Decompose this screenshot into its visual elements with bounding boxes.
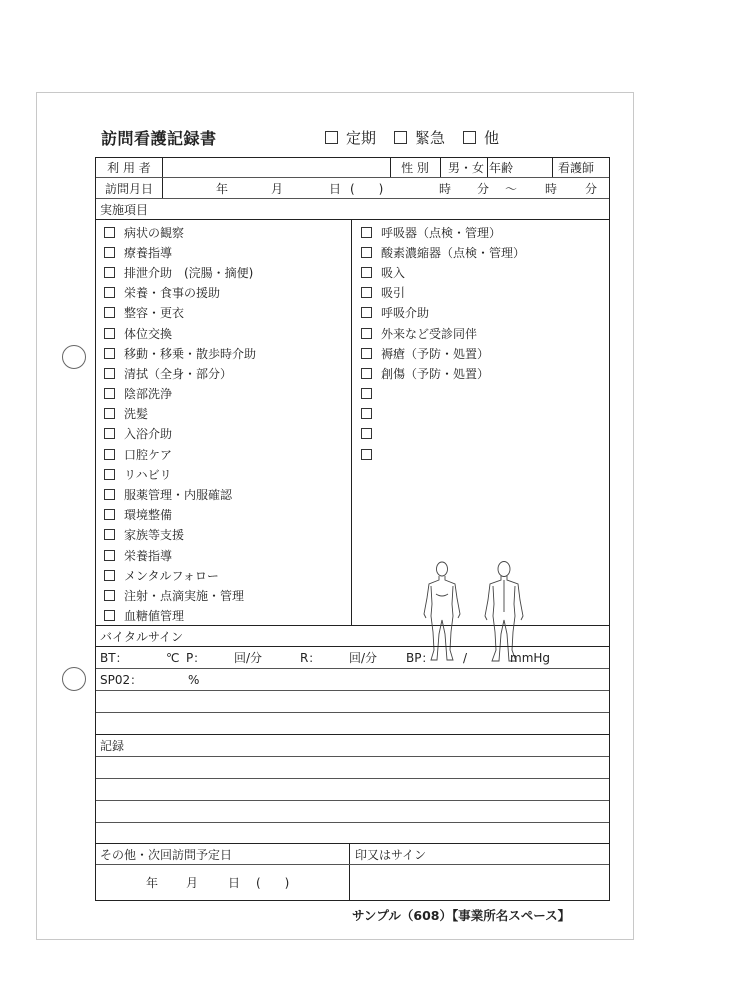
checkbox-icon[interactable]: [361, 348, 372, 359]
nurse-label: 看護師: [558, 161, 595, 175]
vitals-row-2: [96, 669, 609, 691]
checkbox-icon[interactable]: [394, 131, 407, 144]
items-label: 実施項目: [100, 202, 149, 217]
resp-label: R：: [300, 651, 321, 665]
visit-weekday: ( ): [350, 181, 384, 196]
bp-label: BP：: [406, 651, 434, 665]
checkbox-icon[interactable]: [104, 570, 115, 581]
pulse-label: P：: [186, 651, 206, 665]
checkbox-icon[interactable]: [361, 247, 372, 258]
other-header-row: [96, 844, 609, 865]
checklist-item[interactable]: [104, 384, 256, 404]
checklist-item[interactable]: [104, 262, 256, 282]
visit-date-label: 訪問月日: [104, 181, 153, 196]
checkbox-icon[interactable]: [361, 428, 372, 439]
tilde-separator: 〜: [505, 181, 518, 196]
sex-options[interactable]: 男・女: [447, 161, 484, 175]
visit-date-row: [96, 178, 609, 199]
checkbox-icon[interactable]: [361, 328, 372, 339]
checkbox-icon[interactable]: [361, 307, 372, 318]
items-header-row: [96, 199, 609, 220]
checklist-item[interactable]: [361, 323, 525, 343]
checklist-item-label: 栄養・食事の援助: [124, 286, 221, 301]
checklist-item[interactable]: [104, 242, 256, 262]
vitals-row-1: [96, 647, 609, 669]
other-label: その他・次回訪問予定日: [100, 847, 233, 862]
visit-minute-start: 分: [477, 181, 490, 196]
checkbox-icon[interactable]: [104, 388, 115, 399]
checkbox-icon[interactable]: [104, 610, 115, 621]
checklist-item[interactable]: [104, 464, 256, 484]
checklist-item[interactable]: [104, 585, 256, 605]
checkbox-icon[interactable]: [104, 469, 115, 480]
checklist-item[interactable]: [104, 363, 256, 383]
checklist-item[interactable]: [104, 222, 256, 242]
checklist-item[interactable]: [104, 484, 256, 504]
checklist-item[interactable]: [361, 424, 525, 444]
checkbox-icon[interactable]: [104, 428, 115, 439]
checklist-item[interactable]: [361, 363, 525, 383]
items-right-column: [361, 222, 525, 464]
checklist-item[interactable]: [104, 565, 256, 585]
checklist-item-label: 栄養指導: [124, 548, 173, 563]
checklist-item[interactable]: [104, 283, 256, 303]
checkbox-icon[interactable]: [104, 227, 115, 238]
items-left-column: [104, 222, 256, 626]
checkbox-icon[interactable]: [361, 287, 372, 298]
record-header-row: [96, 735, 609, 757]
resp-unit: 回/分: [349, 651, 378, 665]
bp-unit: mmHg: [510, 650, 551, 665]
visit-hour-start: 時: [439, 181, 452, 196]
checkbox-icon[interactable]: [361, 388, 372, 399]
checkbox-icon[interactable]: [104, 287, 115, 298]
checklist-item-label: 清拭（全身・部分）: [124, 366, 233, 381]
checkbox-icon[interactable]: [104, 590, 115, 601]
checklist-item[interactable]: [361, 404, 525, 424]
checklist-item-label: 家族等支援: [124, 528, 185, 543]
checklist-item[interactable]: [104, 545, 256, 565]
visit-hour-end: 時: [545, 181, 558, 196]
form-title: 訪問看護記録書: [101, 129, 217, 148]
checklist-item-label: リハビリ: [124, 467, 172, 482]
checklist-item[interactable]: [104, 505, 256, 525]
checkbox-icon[interactable]: [104, 529, 115, 540]
checklist-item[interactable]: [104, 303, 256, 323]
visit-type-options: [325, 127, 517, 148]
age-label: 年齢: [489, 161, 514, 175]
checkbox-icon[interactable]: [104, 267, 115, 278]
next-visit-row: [96, 865, 609, 900]
checkbox-icon[interactable]: [104, 328, 115, 339]
celsius-unit: ℃: [166, 650, 180, 665]
checklist-item-label: 入浴介助: [124, 427, 173, 442]
visit-month: 月: [271, 181, 284, 196]
vitals-blank-row-2[interactable]: [96, 713, 609, 735]
visit-type-urgent[interactable]: 緊急: [394, 127, 445, 148]
checklist-item[interactable]: [361, 222, 525, 242]
checklist-item-label: 口腔ケア: [124, 447, 173, 462]
checkbox-icon[interactable]: [104, 307, 115, 318]
pulse-unit: 回/分: [234, 651, 263, 665]
vitals-blank-row-1[interactable]: [96, 691, 609, 713]
checklist-item[interactable]: [104, 404, 256, 424]
checkbox-icon[interactable]: [361, 267, 372, 278]
checklist-item-label: 呼吸介助: [381, 306, 430, 321]
record-line-4[interactable]: [96, 823, 609, 844]
checklist-item[interactable]: [361, 303, 525, 323]
checklist-item-label: 療養指導: [124, 245, 173, 260]
checklist-item-label: 吸引: [381, 286, 406, 301]
patient-name-field[interactable]: [163, 158, 389, 177]
checklist-item-label: 洗髪: [124, 407, 149, 422]
checklist-item[interactable]: [104, 424, 256, 444]
checklist-item-label: 血糖値管理: [124, 609, 185, 624]
record-line-1[interactable]: [96, 757, 609, 779]
checklist-item-label: 環境整備: [124, 508, 173, 523]
checkbox-icon[interactable]: [361, 227, 372, 238]
checkbox-icon[interactable]: [104, 509, 115, 520]
record-label: 記録: [100, 739, 125, 753]
checklist-item-label: 注射・点滴実施・管理: [124, 588, 245, 603]
punch-hole-bottom: [62, 667, 86, 691]
next-day: 日: [228, 876, 241, 890]
checkbox-icon[interactable]: [104, 550, 115, 561]
checklist-item-label: 整容・更衣: [124, 306, 185, 321]
seal-field[interactable]: [350, 865, 608, 900]
checklist-item-label: 排泄介助 (浣腸・摘便): [124, 265, 254, 280]
checklist-item-label: 体位交換: [124, 326, 173, 341]
record-form: [95, 157, 610, 901]
checkbox-icon[interactable]: [104, 247, 115, 258]
checkbox-icon[interactable]: [104, 348, 115, 359]
checklist-item[interactable]: [361, 343, 525, 363]
spo2-label: SP02：: [100, 673, 143, 687]
bt-label: BT：: [100, 651, 128, 665]
punch-hole-top: [62, 345, 86, 369]
checklist-item[interactable]: [361, 262, 525, 282]
checklist-item[interactable]: [104, 606, 256, 626]
checkbox-icon[interactable]: [325, 131, 338, 144]
checkbox-icon[interactable]: [361, 408, 372, 419]
checklist-item-label: 陰部洗浄: [124, 387, 173, 402]
checkbox-icon[interactable]: [104, 368, 115, 379]
checklist-item-label: 外来など受診同伴: [381, 326, 478, 341]
checkbox-icon[interactable]: [104, 489, 115, 500]
spo2-unit: %: [188, 672, 200, 687]
checklist-item[interactable]: [104, 323, 256, 343]
checkbox-icon[interactable]: [361, 449, 372, 460]
checklist-item-label: 呼吸器（点検・管理）: [381, 225, 502, 240]
next-year: 年: [146, 876, 159, 890]
items-area: [96, 220, 609, 626]
visit-day: 日: [329, 181, 342, 196]
checklist-item-label: 吸入: [381, 265, 406, 280]
checkbox-icon[interactable]: [361, 368, 372, 379]
next-month: 月: [186, 876, 199, 890]
checklist-item-label: 服薬管理・内服確認: [124, 488, 233, 503]
checklist-item[interactable]: [104, 444, 256, 464]
checkbox-icon[interactable]: [104, 408, 115, 419]
vitals-label: バイタルサイン: [100, 629, 184, 644]
record-line-3[interactable]: [96, 801, 609, 823]
checkbox-icon[interactable]: [463, 131, 476, 144]
patient-label: 利 用 者: [107, 161, 151, 175]
checklist-item-label: 褥瘡（予防・処置）: [381, 346, 490, 361]
visit-minute-end: 分: [585, 181, 598, 196]
checklist-item[interactable]: [361, 444, 525, 464]
checklist-item[interactable]: [104, 343, 256, 363]
visit-type-regular[interactable]: 定期: [325, 127, 376, 148]
visit-year: 年: [216, 181, 229, 196]
checklist-item-label: 病状の観察: [124, 225, 185, 240]
checklist-item-label: メンタルフォロー: [124, 568, 219, 583]
checkbox-icon[interactable]: [104, 449, 115, 460]
next-weekday: ( ): [256, 876, 290, 890]
sex-label: 性 別: [401, 161, 429, 175]
checklist-item[interactable]: [361, 242, 525, 262]
seal-label: 印又はサイン: [355, 847, 427, 862]
checklist-item-label: 移動・移乗・散歩時介助: [124, 346, 257, 361]
checklist-item-label: 創傷（予防・処置）: [381, 366, 490, 381]
bp-slash: /: [463, 650, 468, 665]
vitals-header-row: [96, 626, 609, 647]
checklist-item[interactable]: [361, 283, 525, 303]
record-line-2[interactable]: [96, 779, 609, 801]
checklist-item-label: 酸素濃縮器（点検・管理）: [381, 245, 526, 260]
patient-row: [96, 158, 609, 178]
footer-note: サンプル（608）【事業所名スペース】: [352, 908, 571, 923]
checklist-item[interactable]: [361, 384, 525, 404]
visit-type-other[interactable]: 他: [463, 127, 499, 148]
checklist-item[interactable]: [104, 525, 256, 545]
